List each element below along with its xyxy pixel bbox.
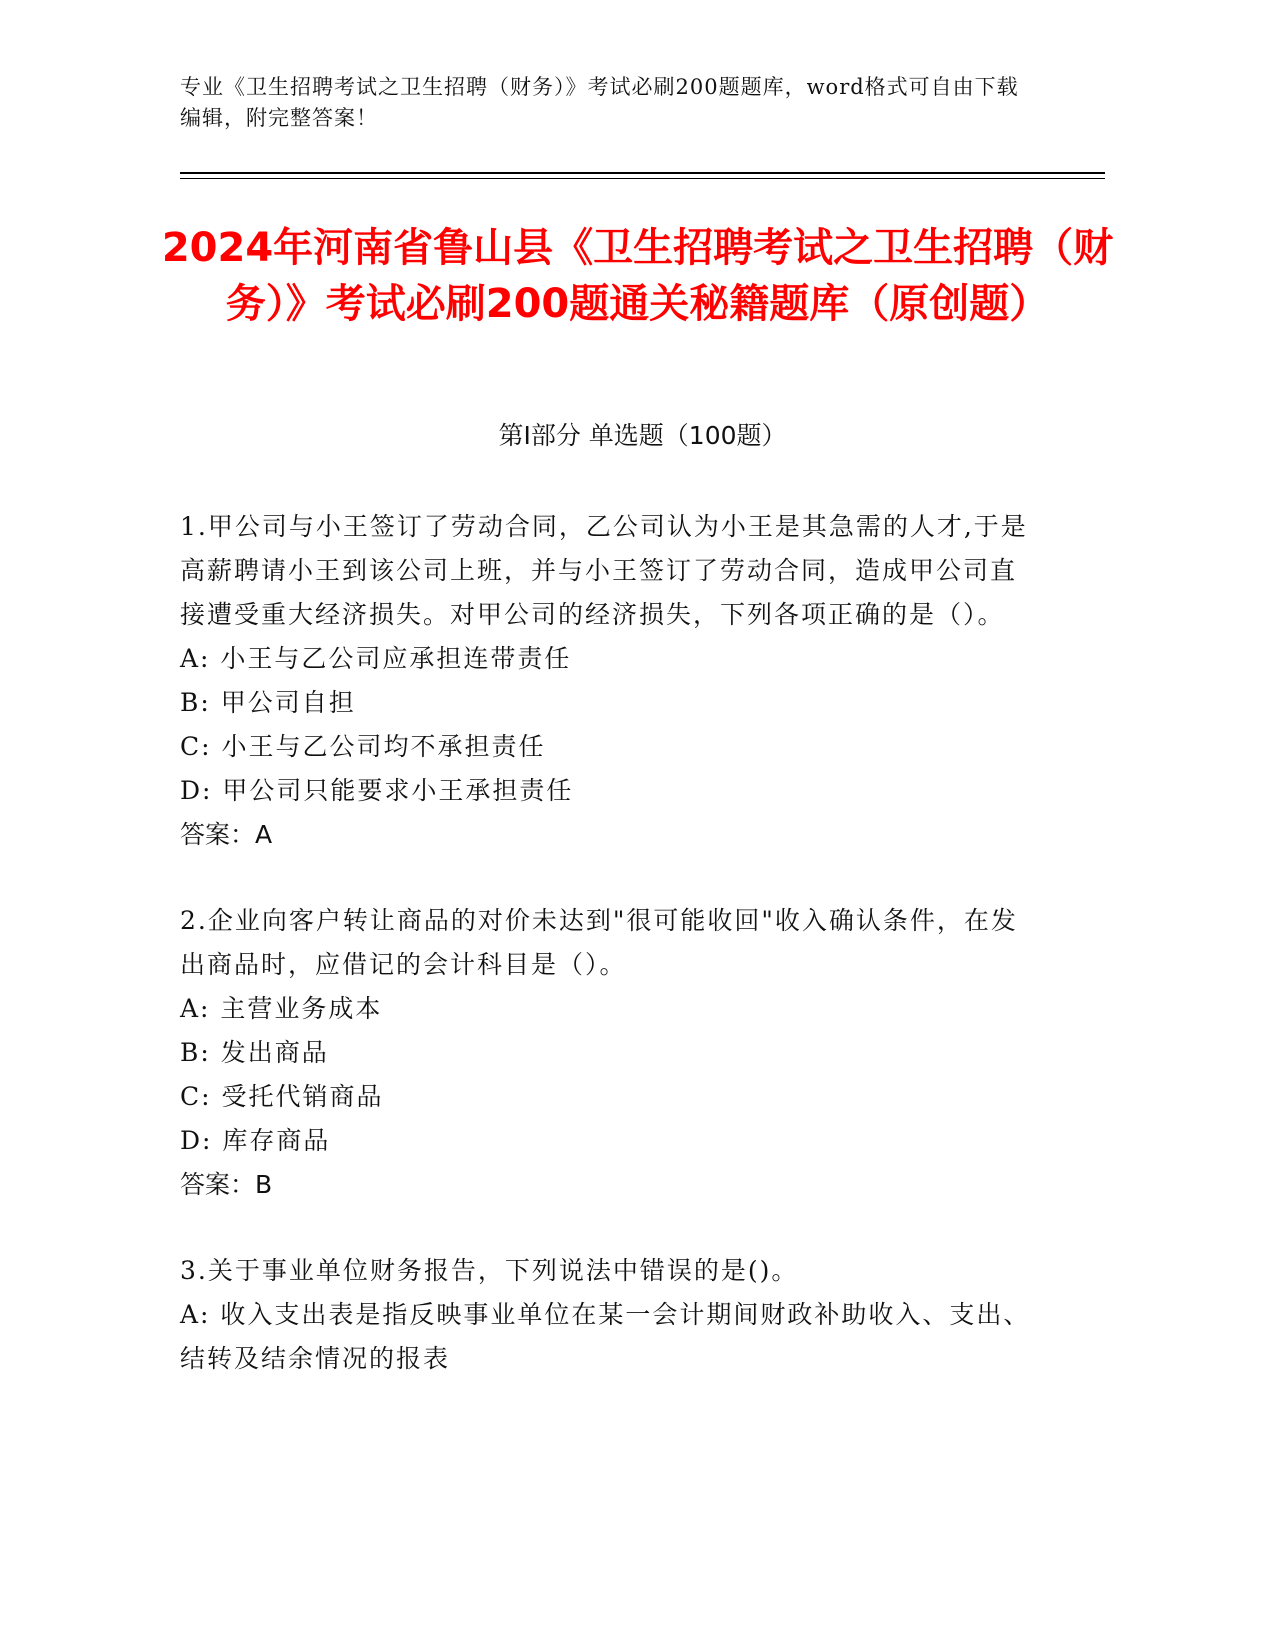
option-b: B: 甲公司自担	[180, 688, 356, 717]
option-d: D: 库存商品	[180, 1126, 331, 1155]
question-1	[180, 505, 1040, 857]
question-3	[180, 1249, 1040, 1381]
header-rule-thin	[180, 178, 1105, 179]
option-a: A: 主营业务成本	[180, 994, 383, 1023]
option-c: C: 小王与乙公司均不承担责任	[180, 732, 546, 761]
answer-text: 答案：B	[180, 1170, 273, 1199]
question-stem: 1.甲公司与小王签订了劳动合同，乙公司认为小王是其急需的人才,于是高薪聘请小王到该公司上班，并与小王签订了劳动合同，造成甲公司直接遭受重大经济损失。对甲公司的经济损失，下列各项正确的是（）。	[180, 512, 1028, 629]
option-c: C: 受托代销商品	[180, 1082, 384, 1111]
section-title: 第I部分 单选题（100题）	[498, 421, 787, 450]
header-rule-thick	[180, 172, 1105, 174]
option-d: D: 甲公司只能要求小王承担责任	[180, 776, 574, 805]
question-2	[180, 899, 1040, 1207]
option-b: B: 发出商品	[180, 1038, 329, 1067]
option-a: A: 收入支出表是指反映事业单位在某一会计期间财政补助收入、支出、结转及结余情况的报表	[180, 1300, 1031, 1373]
question-stem: 3.关于事业单位财务报告，下列说法中错误的是()。	[180, 1256, 799, 1285]
question-stem: 2.企业向客户转让商品的对价未达到"很可能收回"收入确认条件，在发出商品时，应借记的会计科目是（）。	[180, 906, 1018, 979]
header-note: 专业《卫生招聘考试之卫生招聘（财务）》考试必刷200题题库，word格式可自由下载编辑，附完整答案！	[180, 75, 1019, 130]
questions-list	[180, 505, 1040, 1423]
option-a: A: 小王与乙公司应承担连带责任	[180, 644, 572, 673]
main-title: 2024年河南省鲁山县《卫生招聘考试之卫生招聘（财务）》考试必刷200题通关秘籍题库（原创题）	[161, 225, 1114, 327]
answer-text: 答案：A	[180, 820, 273, 849]
